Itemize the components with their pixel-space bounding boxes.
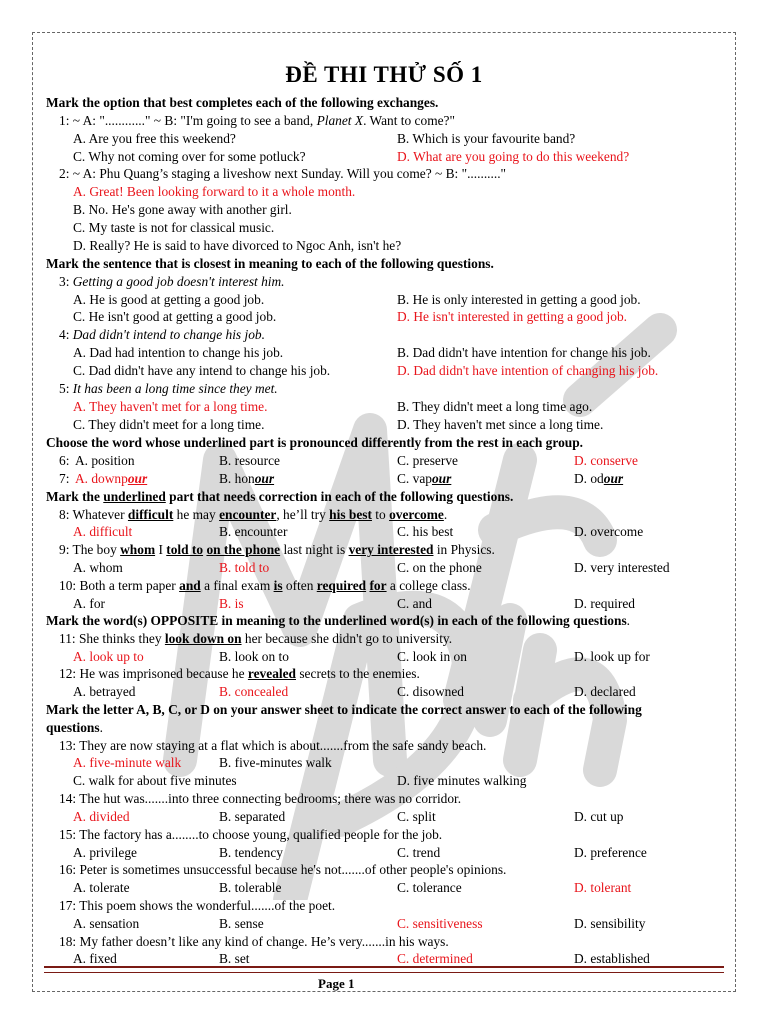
q5-option-c: C. They didn't meet for a long time. [73,417,265,432]
page-number: Page 1 [318,976,355,991]
q9-option-b: B. told to [219,560,270,575]
q10-option-d: D. required [574,596,635,611]
q18-option-d: D. established [574,951,650,966]
q17-option-a: A. sensation [73,916,140,931]
section-heading-6-cont: questions. [46,720,103,735]
q16-option-a: A. tolerate [73,880,130,895]
question-1: 1: ~ A: "............" ~ B: "I'm going to see a band, Planet X. Want to come?" [59,113,455,128]
section-heading-3: Choose the word whose underlined part is pronounced differently from the rest in each group. [46,435,584,450]
q3-option-c: C. He isn't good at getting a good job. [73,309,277,324]
question-15: 15: The factory has a........to choose young, qualified people for the job. [59,827,443,842]
q2-option-a: A. Great! Been looking forward to it a whole month. [73,184,356,199]
q18-option-a: A. fixed [73,951,117,966]
q5-option-b: B. They didn't meet a long time ago. [397,399,593,414]
q11-option-c: C. look in on [397,649,467,664]
q9-option-d: D. very interested [574,560,670,575]
q1-option-c: C. Why not coming over for some potluck? [73,149,306,164]
question-16: 16: Peter is sometimes unsuccessful because he's not.......of other people's opinions. [59,862,507,877]
page-title: ĐỀ THI THỬ SỐ 1 [285,62,483,87]
q11-option-b: B. look on to [219,649,289,664]
q16-option-b: B. tolerable [219,880,282,895]
q15-option-c: C. trend [397,845,441,860]
q6-option-b: B. resource [219,453,280,468]
q17-option-c: C. sensitiveness [397,916,483,931]
section-heading-6: Mark the letter A, B, C, or D on your answer sheet to indicate the correct answer to each of the following [46,702,642,717]
q6-option-d: D. conserve [574,453,638,468]
q18-option-b: B. set [219,951,250,966]
q4-option-c: C. Dad didn't have any intend to change his job. [73,363,331,378]
q2-option-c: C. My taste is not for classical music. [73,220,275,235]
q17-option-b: B. sense [219,916,264,931]
q8-option-d: D. overcome [574,524,644,539]
q14-option-b: B. separated [219,809,286,824]
q14-option-c: C. split [397,809,436,824]
q11-option-d: D. look up for [574,649,650,664]
footer-divider [44,966,724,973]
question-6-number: 6: [59,453,70,468]
question-17: 17: This poem shows the wonderful.......of the poet. [59,898,336,913]
q15-option-d: D. preference [574,845,647,860]
q6-option-a: A. position [75,453,135,468]
q8-option-b: B. encounter [219,524,288,539]
q11-option-a: A. look up to [73,649,144,664]
q10-option-a: A. for [73,596,105,611]
q4-option-a: A. Dad had intention to change his job. [73,345,284,360]
q7-option-c: C. vapour [397,471,452,486]
q12-option-d: D. declared [574,684,636,699]
q16-option-c: C. tolerance [397,880,462,895]
q8-option-a: A. difficult [73,524,133,539]
question-8: 8: Whatever difficult he may encounter, he’ll try his best to overcome. [59,507,448,522]
q10-option-c: C. and [397,596,432,611]
question-11: 11: She thinks they look down on her because she didn't go to university. [59,631,453,646]
q15-option-b: B. tendency [219,845,283,860]
q3-option-a: A. He is good at getting a good job. [73,292,265,307]
q2-option-b: B. No. He's gone away with another girl. [73,202,292,217]
q12-option-c: C. disowned [397,684,464,699]
q4-option-d: D. Dad didn't have intention of changing his job. [397,363,659,378]
q7-option-d: D. odour [574,471,624,486]
question-4: 4: Dad didn't intend to change his job. [59,327,265,342]
q4-option-b: B. Dad didn't have intention for change his job. [397,345,651,360]
section-heading-1: Mark the option that best completes each of the following exchanges. [46,95,439,110]
question-7-number: 7: [59,471,70,486]
q5-option-a: A. They haven't met for a long time. [73,399,268,414]
q12-option-b: B. concealed [219,684,289,699]
section-heading-2: Mark the sentence that is closest in meaning to each of the following questions. [46,256,494,271]
q17-option-d: D. sensibility [574,916,646,931]
q9-option-c: C. on the phone [397,560,482,575]
q9-option-a: A. whom [73,560,123,575]
q7-option-a: A. downpour [75,471,148,486]
q3-option-d: D. He isn't interested in getting a good job. [397,309,628,324]
q13-option-c: C. walk for about five minutes [73,773,237,788]
question-2: 2: ~ A: Phu Quang’s staging a liveshow next Sunday. Will you come? ~ B: ".........." [59,166,507,181]
q2-option-d: D. Really? He is said to have divorced to Ngoc Anh, isn't he? [73,238,402,253]
q14-option-a: A. divided [73,809,130,824]
q12-option-a: A. betrayed [73,684,136,699]
q3-option-b: B. He is only interested in getting a good job. [397,292,641,307]
q1-option-b: B. Which is your favourite band? [397,131,576,146]
question-5: 5: It has been a long time since they met. [59,381,278,396]
q13-option-b: B. five-minutes walk [219,755,332,770]
question-3: 3: Getting a good job doesn't interest him. [59,274,285,289]
section-heading-4: Mark the underlined part that needs correction in each of the following questions. [46,489,514,504]
section-heading-5: Mark the word(s) OPPOSITE in meaning to the underlined word(s) in each of the following questions. [46,613,631,628]
q5-option-d: D. They haven't met since a long time. [397,417,604,432]
q14-option-d: D. cut up [574,809,624,824]
question-14: 14: The hut was.......into three connecting bedrooms; there was no corridor. [59,791,462,806]
q1-option-d: D. What are you going to do this weekend? [397,149,630,164]
q16-option-d: D. tolerant [574,880,632,895]
question-12: 12: He was imprisoned because he revealed secrets to the enemies. [59,666,420,681]
q10-option-b: B. is [219,596,244,611]
question-18: 18: My father doesn’t like any kind of change. He’s very.......in his ways. [59,934,449,949]
question-9: 9: The boy whom I told to on the phone last night is very interested in Physics. [59,542,495,557]
q13-option-a: A. five-minute walk [73,755,182,770]
q1-option-a: A. Are you free this weekend? [73,131,236,146]
q13-option-d: D. five minutes walking [397,773,527,788]
question-10: 10: Both a term paper and a final exam is often required for a college class. [59,578,471,593]
q18-option-c: C. determined [397,951,473,966]
q8-option-c: C. his best [397,524,454,539]
q7-option-b: B. honour [219,471,275,486]
q6-option-c: C. preserve [397,453,458,468]
q15-option-a: A. privilege [73,845,137,860]
question-13: 13: They are now staying at a flat which is about.......from the safe sandy beach. [59,738,487,753]
